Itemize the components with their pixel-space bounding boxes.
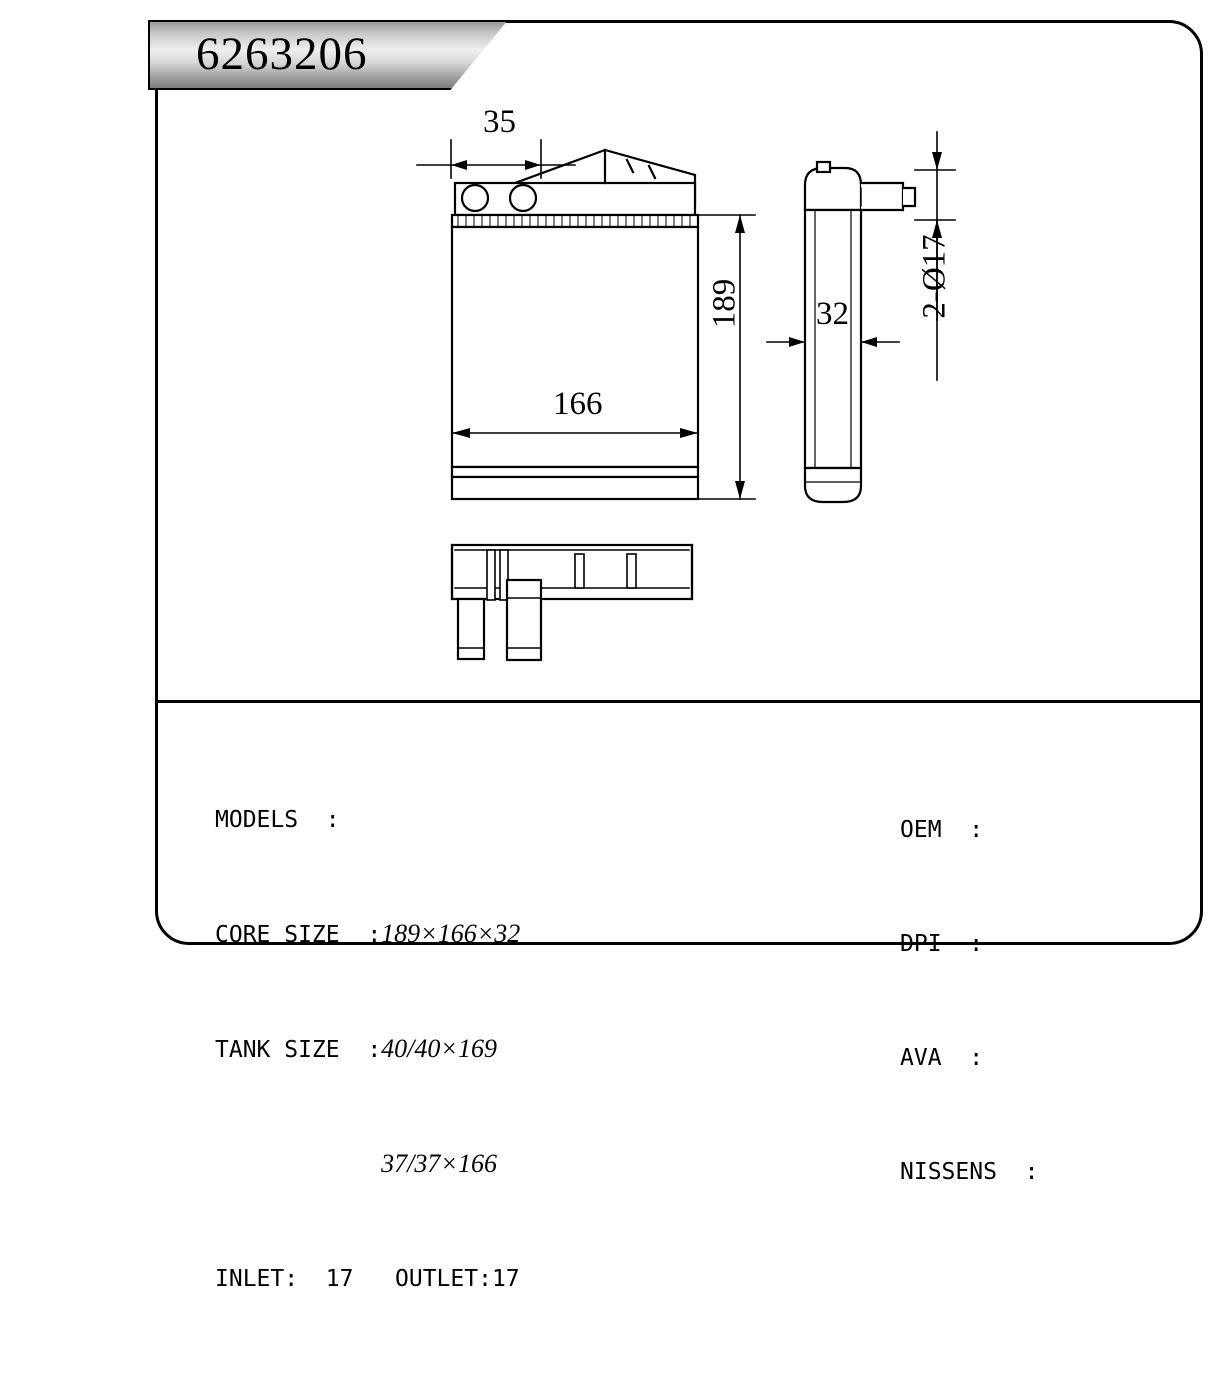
spec-tank-size-value-2: 37/37×166 bbox=[381, 1149, 497, 1178]
dim-label-ports: 2-Ø17 bbox=[916, 234, 953, 319]
dim-label-top-width: 35 bbox=[483, 104, 516, 140]
spec-block-left bbox=[215, 725, 520, 1374]
spec-tank-size-value: 40/40×169 bbox=[381, 1034, 497, 1063]
spec-block-right bbox=[900, 735, 1038, 1267]
dim-label-core-height: 189 bbox=[706, 278, 743, 329]
spec-tank-size: TANK SIZE :40/40×169 bbox=[215, 1034, 497, 1063]
dim-label-core-width: 166 bbox=[553, 386, 603, 422]
spec-nissens: NISSENS : bbox=[900, 1159, 1039, 1185]
spec-tank-size-2 bbox=[215, 1145, 520, 1184]
technical-drawing bbox=[155, 20, 1203, 710]
dim-label-core-depth: 32 bbox=[816, 296, 849, 332]
spec-inlet-outlet: INLET: 17 OUTLET:17 bbox=[215, 1266, 520, 1292]
spec-core-size-value: 189×166×32 bbox=[381, 919, 521, 948]
spec-oem: OEM : bbox=[900, 817, 984, 843]
spec-core-size: CORE SIZE :189×166×32 bbox=[215, 919, 521, 948]
spec-dpi: DPI : bbox=[900, 931, 984, 957]
spec-ava: AVA : bbox=[900, 1045, 984, 1071]
spec-models: MODELS : bbox=[215, 807, 340, 833]
part-number-title: 6263206 bbox=[196, 28, 368, 80]
